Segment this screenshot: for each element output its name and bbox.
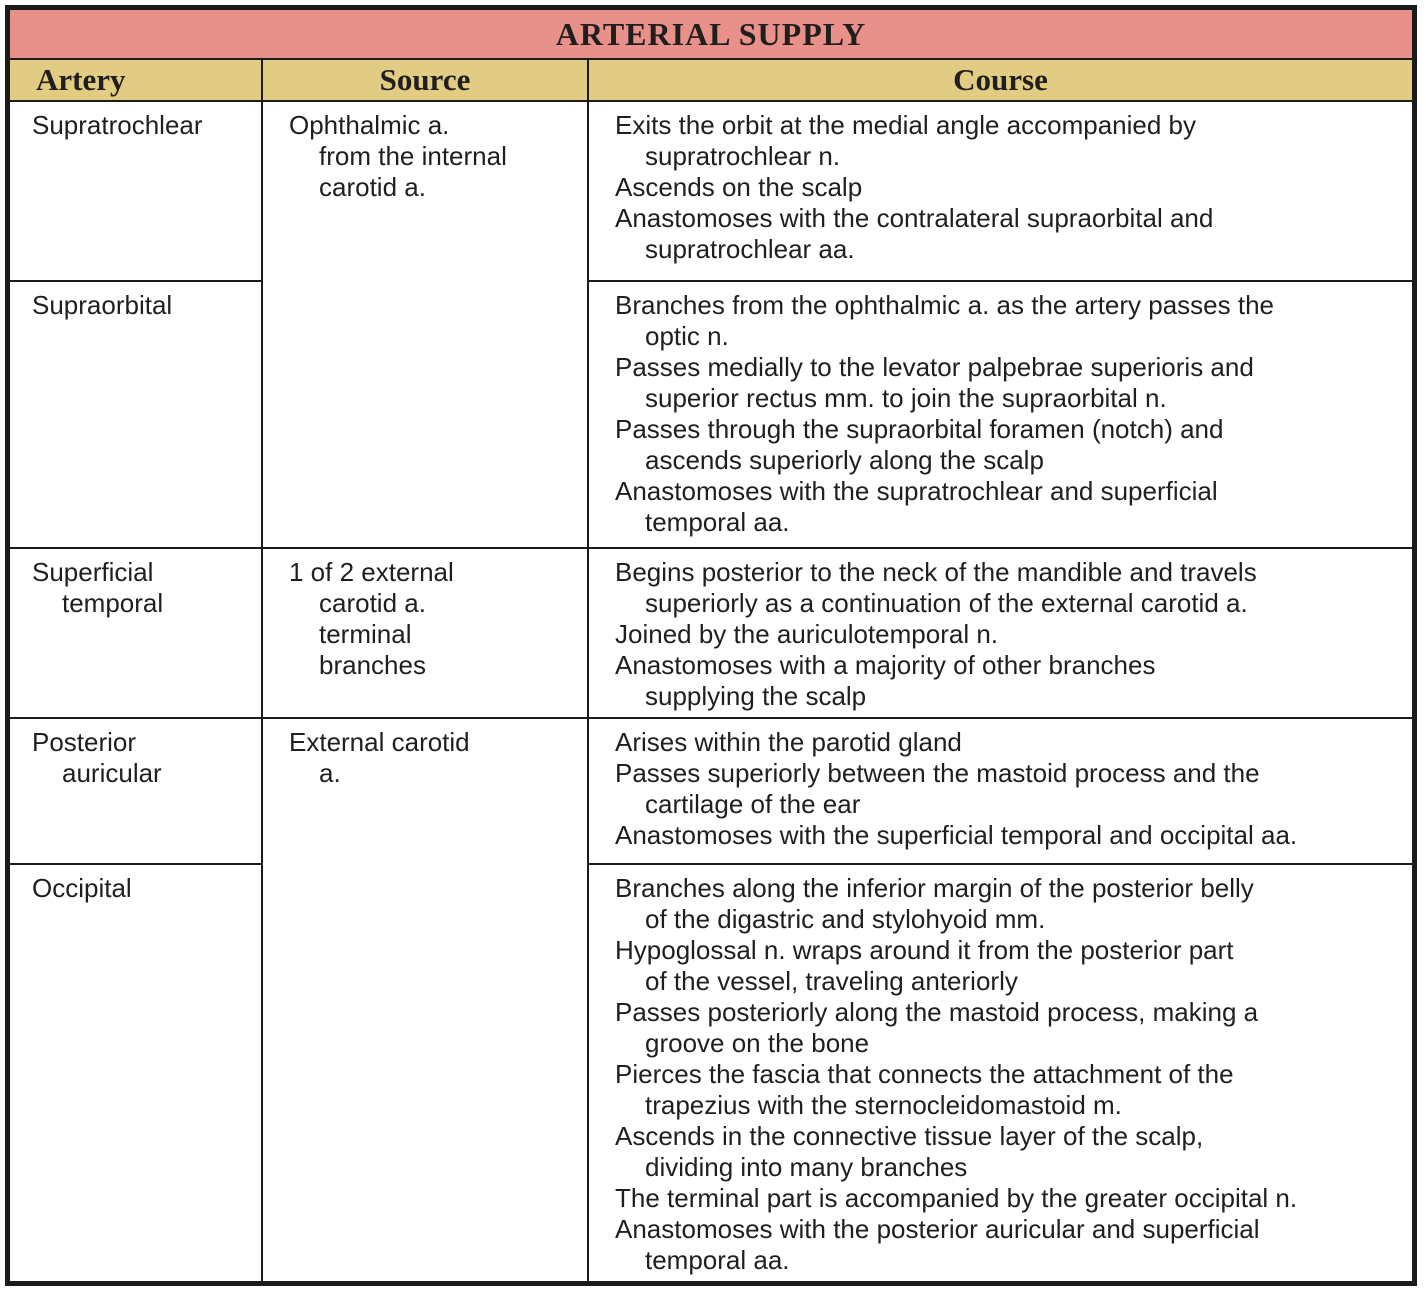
artery-cell xyxy=(9,281,262,548)
course-line: Anastomoses with the supratrochlear and superficial xyxy=(615,476,1218,507)
course-item xyxy=(615,873,1408,935)
course-item xyxy=(615,172,1408,203)
artery-name-line: Supratrochlear xyxy=(32,110,203,140)
artery-name-line: temporal xyxy=(62,588,164,619)
course-line: Anastomoses with a majority of other branches xyxy=(615,650,1156,681)
course-item xyxy=(615,997,1408,1059)
artery-name-line: Occipital xyxy=(32,872,132,903)
course-line: Branches from the ophthalmic a. as the artery passes the xyxy=(615,290,1275,321)
course-line: supratrochlear n. xyxy=(645,141,841,171)
course-item xyxy=(615,650,1408,712)
source-line: External carotid xyxy=(289,726,470,757)
source-cell xyxy=(262,718,588,1282)
source-line: branches xyxy=(319,650,426,681)
course-line: The terminal part is accompanied by the greater occipital n. xyxy=(615,1182,1298,1213)
course-item xyxy=(615,1059,1408,1121)
source-line: carotid a. xyxy=(319,588,426,619)
artery-cell xyxy=(9,548,262,717)
course-item xyxy=(615,758,1408,820)
source-line: terminal xyxy=(319,619,412,650)
column-header-course: Course xyxy=(588,59,1413,101)
artery-cell xyxy=(9,864,262,1282)
course-line: superiorly as a continuation of the external carotid a. xyxy=(645,588,1248,619)
course-line: Pierces the fascia that connects the attachment of the xyxy=(615,1058,1234,1089)
column-header-artery: Artery xyxy=(9,59,262,101)
course-item xyxy=(615,619,1408,650)
course-line: temporal aa. xyxy=(645,1244,790,1275)
course-line: Joined by the auriculotemporal n. xyxy=(615,619,999,650)
arterial-supply-table xyxy=(5,5,1417,1286)
course-line: Passes posteriorly along the mastoid process, making a xyxy=(615,996,1259,1027)
course-cell xyxy=(588,718,1413,864)
course-item xyxy=(615,557,1408,619)
course-line: groove on the bone xyxy=(645,1027,870,1058)
course-line: Ascends in the connective tissue layer of the scalp, xyxy=(615,1120,1204,1151)
course-item xyxy=(615,820,1408,851)
course-line: Anastomoses with the posterior auricular and superficial xyxy=(615,1213,1260,1244)
course-line: Ascends on the scalp xyxy=(615,172,863,202)
column-header-source: Source xyxy=(262,59,588,101)
course-line: Hypoglossal n. wraps around it from the posterior part xyxy=(615,934,1234,965)
source-line: a. xyxy=(319,757,341,788)
course-line: Arises within the parotid gland xyxy=(615,726,962,757)
course-item xyxy=(615,110,1408,172)
column-header-row xyxy=(9,59,1413,101)
course-line: trapezius with the sternocleidomastoid m. xyxy=(645,1089,1122,1120)
course-line: Passes through the supraorbital foramen (notch) and xyxy=(615,414,1224,445)
course-line: supratrochlear aa. xyxy=(645,234,855,264)
course-cell xyxy=(588,101,1413,281)
course-cell xyxy=(588,281,1413,548)
course-line: ascends superiorly along the scalp xyxy=(645,445,1044,476)
course-item xyxy=(615,1183,1408,1214)
course-line: superior rectus mm. to join the supraorbital n. xyxy=(645,383,1167,414)
artery-name-line: auricular xyxy=(62,757,162,788)
source-line: 1 of 2 external xyxy=(289,557,454,588)
course-line: cartilage of the ear xyxy=(645,788,861,819)
table-row xyxy=(9,864,1413,1282)
course-item xyxy=(615,1121,1408,1183)
course-line: of the digastric and stylohyoid mm. xyxy=(645,903,1046,934)
course-item xyxy=(615,476,1408,538)
course-item xyxy=(615,352,1408,414)
source-cell xyxy=(262,548,588,717)
course-cell xyxy=(588,548,1413,717)
course-line: Anastomoses with the superficial temporal and occipital aa. xyxy=(615,819,1298,850)
course-line: Passes medially to the levator palpebrae superioris and xyxy=(615,352,1254,383)
artery-cell xyxy=(9,718,262,864)
course-item xyxy=(615,727,1408,758)
course-line: dividing into many branches xyxy=(645,1151,968,1182)
course-item xyxy=(615,290,1408,352)
table-row xyxy=(9,281,1413,548)
course-line: temporal aa. xyxy=(645,507,790,538)
artery-name-line: Supraorbital xyxy=(32,290,173,321)
artery-name-line: Posterior xyxy=(32,726,137,757)
source-line: Ophthalmic a. xyxy=(289,110,450,140)
course-line: optic n. xyxy=(645,321,729,352)
course-cell xyxy=(588,864,1413,1282)
course-line: Begins posterior to the neck of the mandible and travels xyxy=(615,557,1257,588)
table-row xyxy=(9,718,1413,864)
course-line: supplying the scalp xyxy=(645,681,867,712)
source-line: from the internal xyxy=(319,141,507,171)
table xyxy=(8,8,1414,1283)
table-row xyxy=(9,101,1413,281)
course-line: Anastomoses with the contralateral supraorbital and xyxy=(615,203,1214,233)
course-item xyxy=(615,414,1408,476)
course-line: Exits the orbit at the medial angle accompanied by xyxy=(615,110,1197,140)
course-line: Passes superiorly between the mastoid process and the xyxy=(615,757,1260,788)
course-item xyxy=(615,1214,1408,1276)
table-row xyxy=(9,548,1413,717)
course-item xyxy=(615,203,1408,265)
course-line: Branches along the inferior margin of the posterior belly xyxy=(615,872,1254,903)
source-cell xyxy=(262,101,588,548)
title-row xyxy=(9,9,1413,59)
table-title: ARTERIAL SUPPLY xyxy=(9,9,1413,59)
course-item xyxy=(615,935,1408,997)
course-line: of the vessel, traveling anteriorly xyxy=(645,965,1018,996)
artery-cell xyxy=(9,101,262,281)
artery-name-line: Superficial xyxy=(32,557,154,588)
source-line: carotid a. xyxy=(319,172,426,202)
